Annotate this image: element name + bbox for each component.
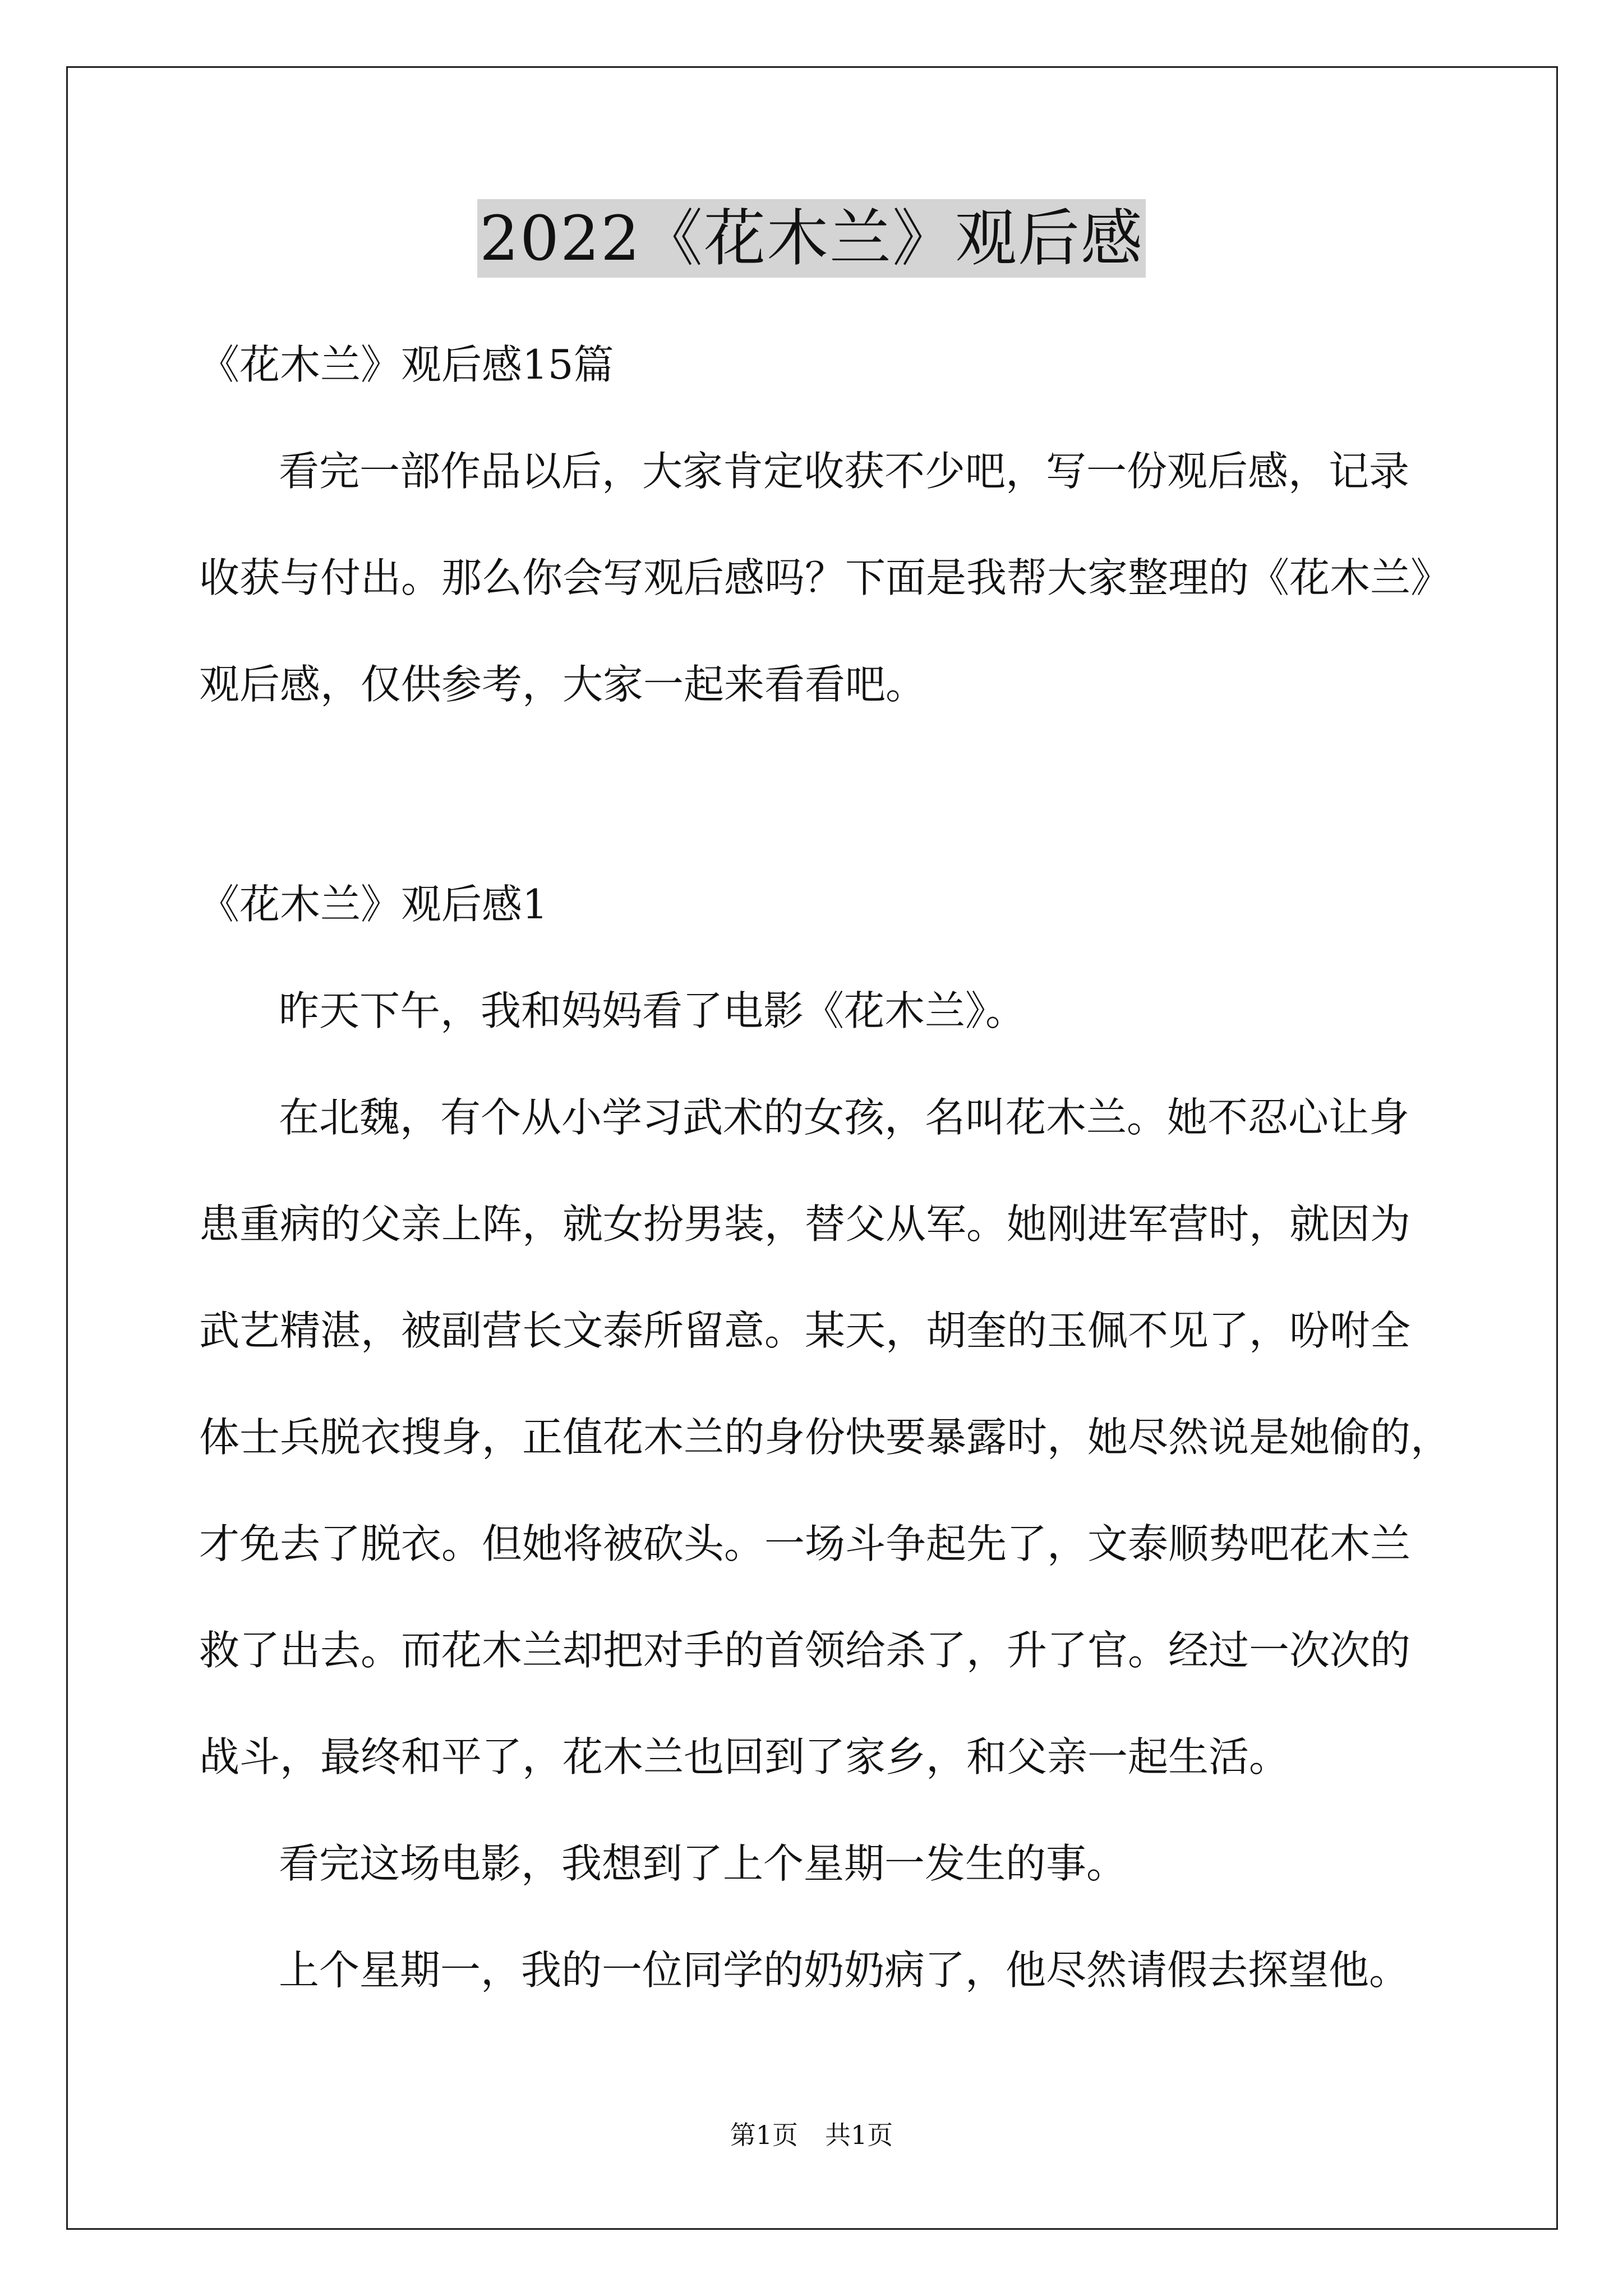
paragraph-line: 看完一部作品以后，大家肯定收获不少吧，写一份观后感，记录 <box>279 448 1410 495</box>
title-container <box>0 199 1623 278</box>
document-title: 2022《花木兰》观后感 <box>477 199 1146 278</box>
paragraph-line: 看完这场电影，我想到了上个星期一发生的事。 <box>279 1840 1127 1887</box>
paragraph-line: 体士兵脱衣搜身，正值花木兰的身份快要暴露时，她尽然说是她偷的， <box>199 1414 1451 1461</box>
paragraph-line: 收获与付出。那么你会写观后感吗？下面是我帮大家整理的《花木兰》 <box>199 554 1451 601</box>
page-total: 共1页 <box>825 2120 893 2150</box>
paragraph-line: 观后感，仅供参考，大家一起来看看吧。 <box>199 661 926 708</box>
paragraph-line: 才免去了脱衣。但她将被砍头。一场斗争起先了，文泰顺势吧花木兰 <box>199 1520 1411 1567</box>
paragraph-line: 武艺精湛，被副营长文泰所留意。某天，胡奎的玉佩不见了，吩咐全 <box>199 1307 1411 1354</box>
document-subtitle: 《花木兰》观后感15篇 <box>199 341 614 388</box>
paragraph-line: 患重病的父亲上阵，就女扮男装，替父从军。她刚进军营时，就因为 <box>199 1200 1411 1248</box>
paragraph-line: 上个星期一，我的一位同学的奶奶病了，他尽然请假去探望他。 <box>279 1947 1410 1994</box>
section-heading: 《花木兰》观后感1 <box>199 881 548 928</box>
paragraph-line: 救了出去。而花木兰却把对手的首领给杀了，升了官。经过一次次的 <box>199 1627 1411 1674</box>
paragraph-line: 战斗，最终和平了，花木兰也回到了家乡，和父亲一起生活。 <box>199 1733 1290 1780</box>
paragraph-line: 在北魏，有个从小学习武术的女孩，名叫花木兰。她不忍心让身 <box>279 1094 1410 1141</box>
page-number: 第1页 <box>730 2120 798 2150</box>
page-footer <box>0 2118 1623 2152</box>
paragraph-line: 昨天下午，我和妈妈看了电影《花木兰》。 <box>279 987 1026 1034</box>
